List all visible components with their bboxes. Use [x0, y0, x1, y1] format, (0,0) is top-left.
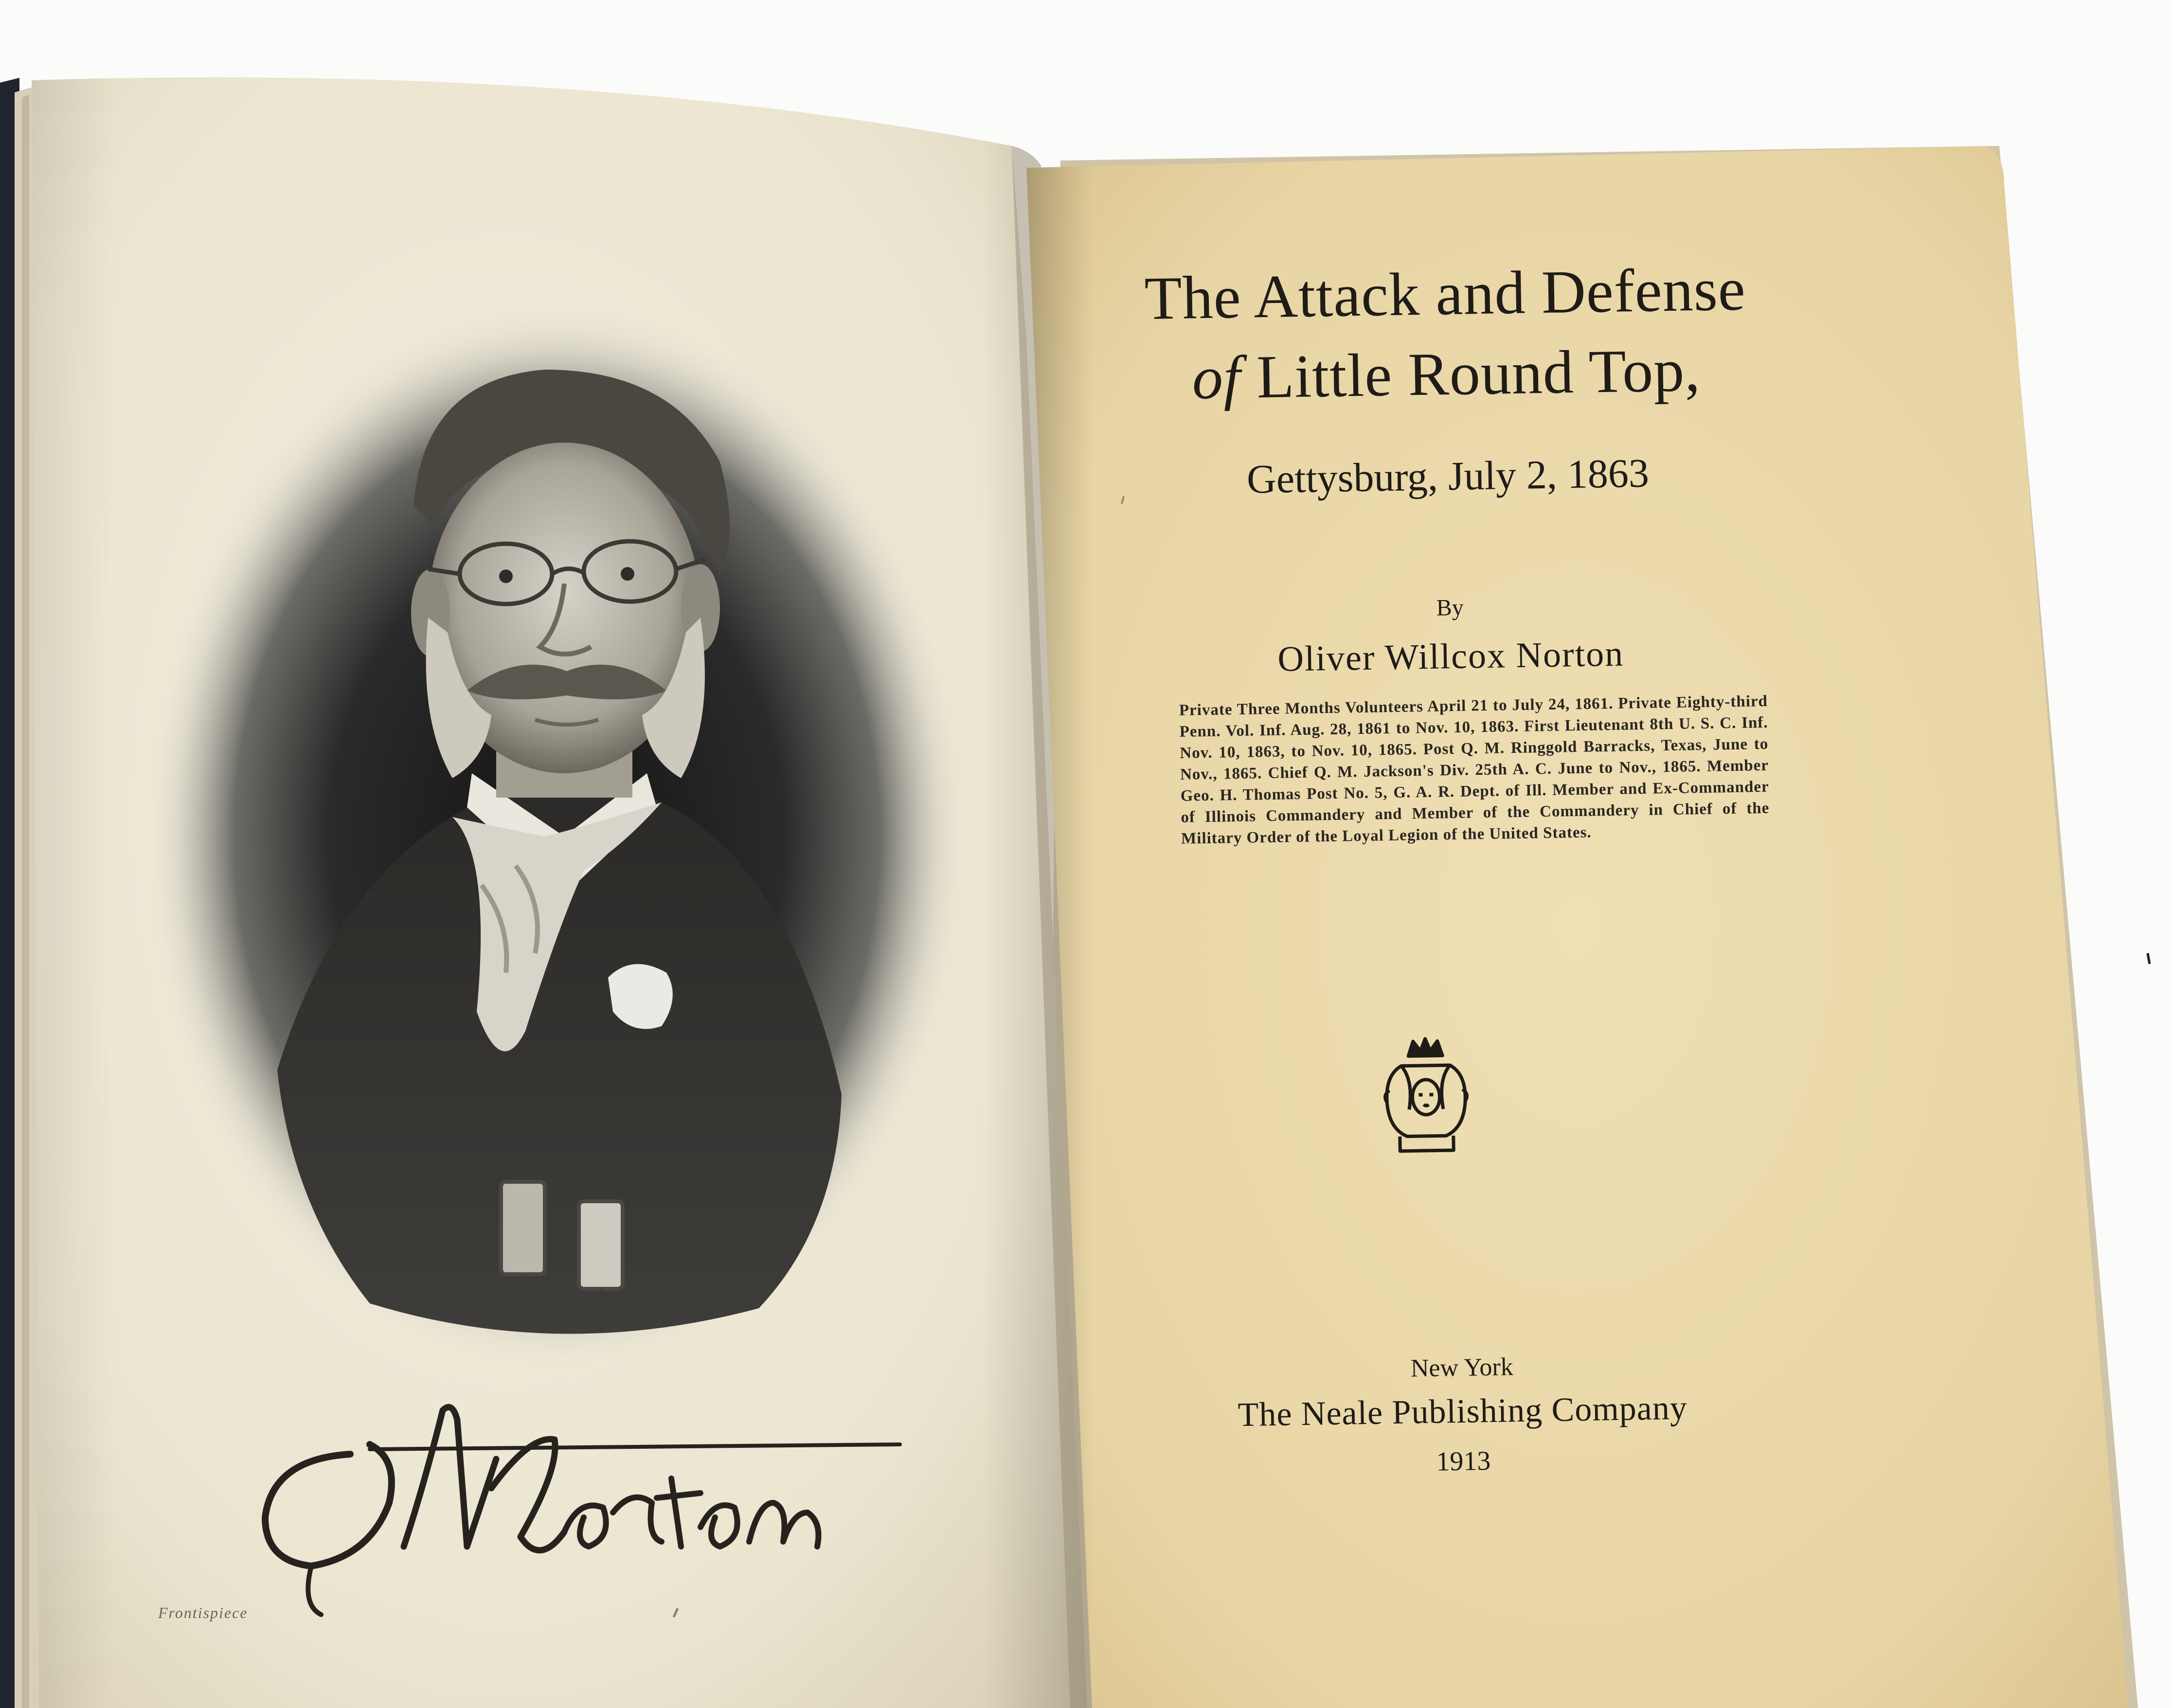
lyre-emblem-icon [1379, 1035, 1473, 1158]
publication-year: 1913 [1436, 1445, 1491, 1477]
title-page [1075, 252, 1834, 1538]
publisher-city: New York [1410, 1353, 1514, 1383]
by-label: By [1436, 594, 1464, 621]
book-title-line2-rest: Little Round Top, [1240, 336, 1701, 411]
frontispiece-label: Frontispiece [158, 1604, 248, 1621]
author-bio: Private Three Months Volunteers April 21 to July 24, 1861. Private Eighty-third Penn. Vol. Inf. Aug. 28, 1861 to Nov. 10, 1863. First Lieutenant 8th U. S. C. Inf. Nov. 10, 1863, to Nov. 10, 1865. Post Q. M. Ringgold Barracks, Texas, June to Nov., 1865. Chief Q. M. Jackson's Div. 25th A. C. June to Nov., 1865. Member Geo. H. Thomas Post No. 5, G. A. R. Dept. of Ill. Member and Ex-Commander of Illinois Commandery and Member of the Commandery in Chief of the Military Order of the Loyal Legion of the United States. [1179, 692, 1770, 848]
author-name: Oliver Willcox Norton [1277, 634, 1624, 679]
book-title-of: of [1191, 343, 1241, 412]
portrait-icon [144, 302, 970, 1371]
book-subtitle: Gettysburg, July 2, 1863 [1246, 450, 1650, 502]
book-title-line1: The Attack and Defense [1144, 255, 1746, 333]
book-title-line2 [1076, 332, 1816, 417]
publisher-name: The Neale Publishing Company [1238, 1389, 1688, 1434]
